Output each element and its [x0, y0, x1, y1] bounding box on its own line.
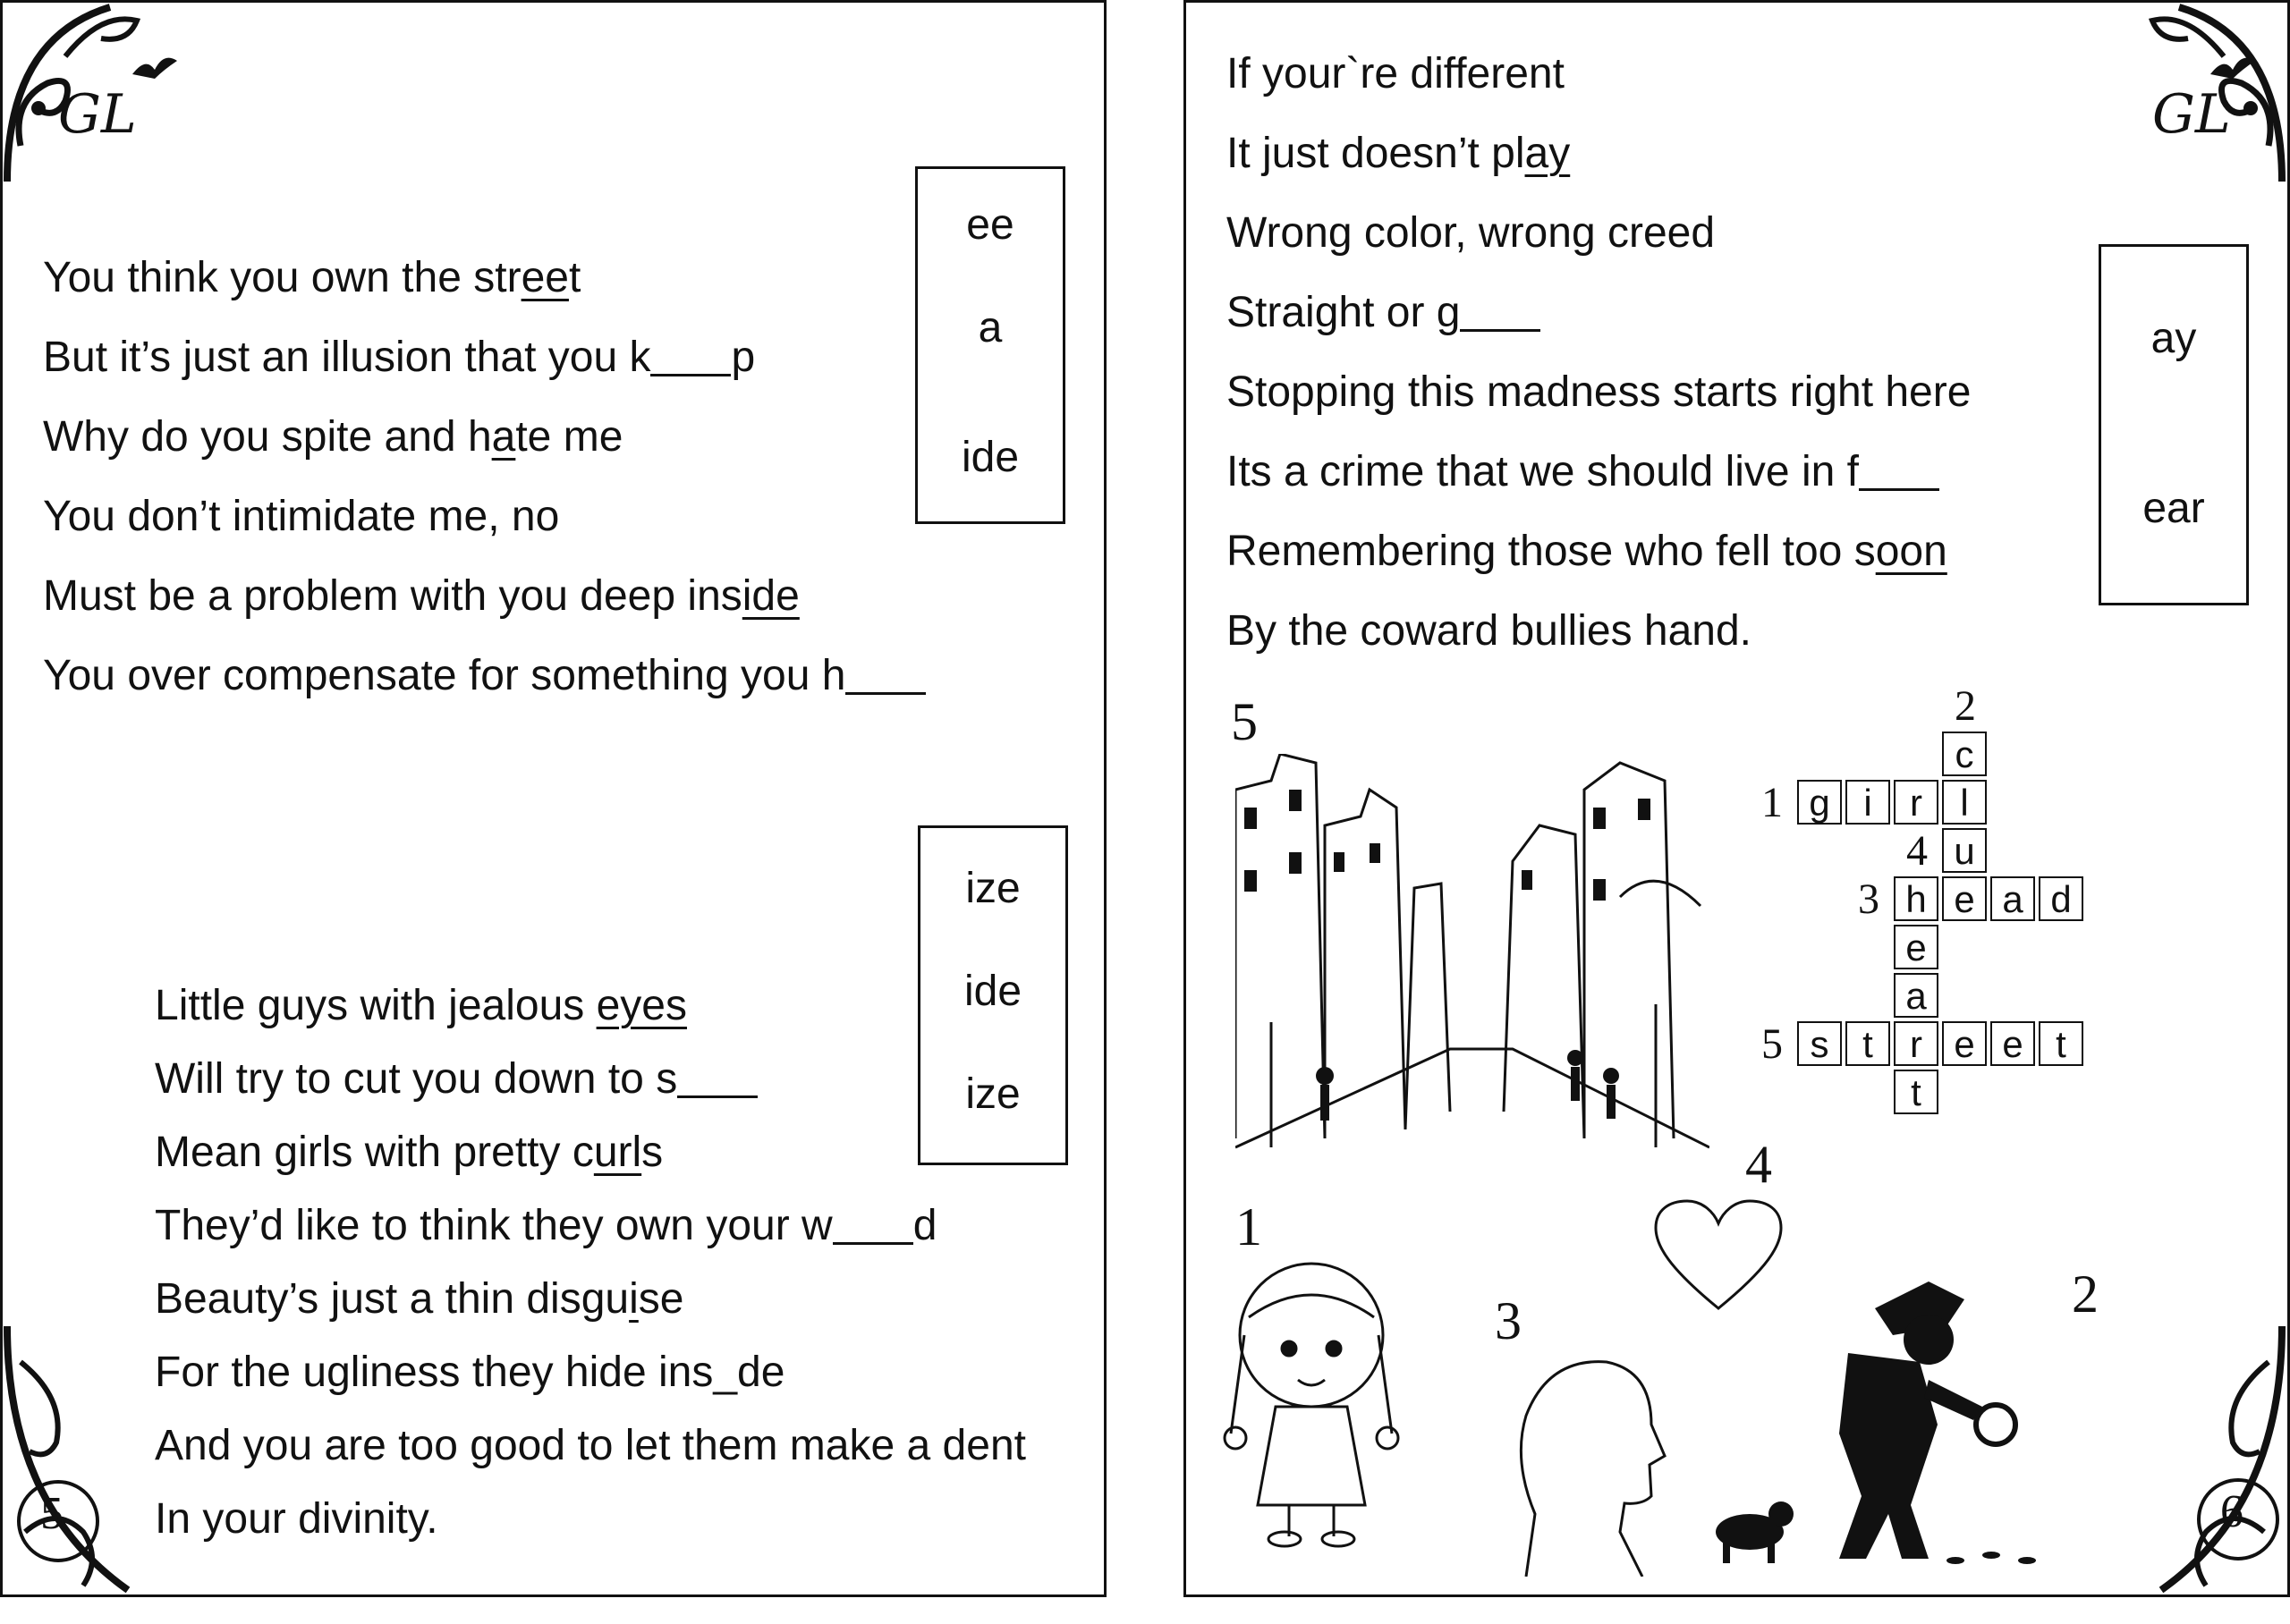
detective-silhouette-illustration: [1714, 1273, 2054, 1568]
left-page: [0, 0, 1107, 1597]
page-number: 5: [40, 1488, 64, 1539]
crossword-cell[interactable]: u: [1942, 828, 1987, 873]
crossword-clue-number: 3: [1858, 875, 1879, 923]
underlined-answer: a: [491, 413, 516, 461]
girl-illustration: [1213, 1255, 1410, 1550]
lyric-line: Will try to cut you down to s: [155, 1053, 758, 1106]
underlined-answer: oon: [1875, 528, 1947, 575]
word-option: ear: [2142, 485, 2205, 532]
picture-number-heart: 4: [1745, 1135, 1772, 1194]
word-box-2: [918, 825, 1068, 1165]
word-option: ay: [2150, 315, 2197, 362]
underlined-answer: ay: [1524, 130, 1571, 177]
answer-blank[interactable]: [677, 1060, 758, 1098]
lyric-line: Must be a problem with you deep inside: [43, 572, 800, 620]
crossword-cell[interactable]: t: [1894, 1070, 1938, 1114]
picture-number-girl: 1: [1235, 1197, 1262, 1256]
crossword-clue-number: 4: [1906, 827, 1928, 875]
crossword-cell[interactable]: a: [1894, 973, 1938, 1018]
logo: GL: [58, 83, 137, 146]
lyric-line: Its a crime that we should live in f: [1226, 445, 1939, 499]
lyric-line: For the ugliness they hide ins_de: [155, 1349, 785, 1396]
crossword-cell[interactable]: l: [1942, 780, 1987, 825]
bird-icon: [128, 52, 182, 88]
lyric-line: It just doesn’t play: [1226, 130, 1571, 177]
crossword-cell[interactable]: e: [1942, 876, 1987, 921]
lyric-line: If your`re different: [1226, 50, 1565, 97]
crossword-cell[interactable]: s: [1797, 1021, 1842, 1066]
word-box-1: [915, 166, 1065, 524]
street-illustration: [1235, 754, 1709, 1156]
bird-icon: [2206, 52, 2260, 88]
right-page: [1183, 0, 2290, 1597]
lyric-line: And you are too good to let them make a dent: [155, 1422, 1026, 1469]
word-option: ide: [963, 968, 1022, 1015]
lyric-line: You don’t intimidate me, no: [43, 493, 560, 540]
lyric-line: Straight or g: [1226, 286, 1540, 340]
lyric-line: Why do you spite and hate me: [43, 413, 623, 461]
page-number: 6: [2220, 1486, 2243, 1537]
answer-blank[interactable]: [1460, 293, 1540, 332]
picture-number-head: 3: [1495, 1291, 1522, 1350]
crossword-cell[interactable]: e: [1990, 1021, 2035, 1066]
word-box-3: [2099, 244, 2249, 605]
lyric-line: You think you own the street: [43, 254, 581, 301]
corner-ornament-bottom-right: [2143, 1326, 2286, 1594]
lyric-line: Stopping this madness starts right here: [1226, 368, 1972, 416]
word-option: ide: [961, 434, 1020, 481]
crossword-cell[interactable]: e: [1894, 925, 1938, 969]
crossword-clue-number: 2: [1955, 682, 1976, 730]
crossword-clue-number: 1: [1761, 779, 1783, 826]
crossword-cell[interactable]: c: [1942, 732, 1987, 776]
lyric-line: Mean girls with pretty curls: [155, 1129, 664, 1176]
underlined-answer: ee: [521, 254, 569, 301]
lyric-line: They’d like to think they own your w d: [155, 1202, 937, 1249]
word-option: ee: [966, 201, 1014, 249]
lyric-line: In your divinity.: [155, 1495, 438, 1543]
crossword-cell[interactable]: t: [1845, 1021, 1890, 1066]
head-silhouette-illustration: [1508, 1353, 1669, 1577]
lyric-line: Little guys with jealous eyes: [155, 982, 687, 1029]
answer-blank[interactable]: [833, 1206, 913, 1245]
answer-blank[interactable]: [1859, 453, 1939, 491]
crossword-cell[interactable]: h: [1894, 876, 1938, 921]
lyric-line: But it’s just an illusion that you k p: [43, 334, 756, 381]
lyric-line: Remembering those who fell too soon: [1226, 528, 1947, 575]
underlined-answer: i: [629, 1275, 639, 1323]
underlined-answer: eyes: [596, 982, 687, 1029]
word-option: ize: [965, 865, 1021, 912]
lyric-line: You over compensate for something you h: [43, 649, 926, 703]
lyric-line: By the coward bullies hand.: [1226, 607, 1752, 655]
crossword-cell[interactable]: e: [1942, 1021, 1987, 1066]
lyric-line: Beauty’s just a thin disguise: [155, 1275, 684, 1323]
picture-number-detective: 2: [2072, 1265, 2099, 1324]
word-option: a: [978, 304, 1003, 351]
underlined-answer: url: [593, 1129, 642, 1176]
crossword-cell[interactable]: r: [1894, 780, 1938, 825]
answer-blank[interactable]: [650, 338, 731, 376]
crossword-cell[interactable]: r: [1894, 1021, 1938, 1066]
crossword-cell[interactable]: t: [2039, 1021, 2083, 1066]
underlined-answer: ide: [742, 572, 800, 620]
crossword-cell[interactable]: a: [1990, 876, 2035, 921]
logo: GL: [2152, 83, 2231, 146]
word-option: ize: [965, 1070, 1021, 1118]
crossword-cell[interactable]: i: [1845, 780, 1890, 825]
crossword-cell[interactable]: d: [2039, 876, 2083, 921]
lyric-line: Wrong color, wrong creed: [1226, 209, 1716, 257]
crossword-cell[interactable]: g: [1797, 780, 1842, 825]
picture-number-street: 5: [1231, 692, 1258, 751]
answer-blank[interactable]: [845, 656, 926, 695]
crossword-clue-number: 5: [1761, 1020, 1783, 1068]
